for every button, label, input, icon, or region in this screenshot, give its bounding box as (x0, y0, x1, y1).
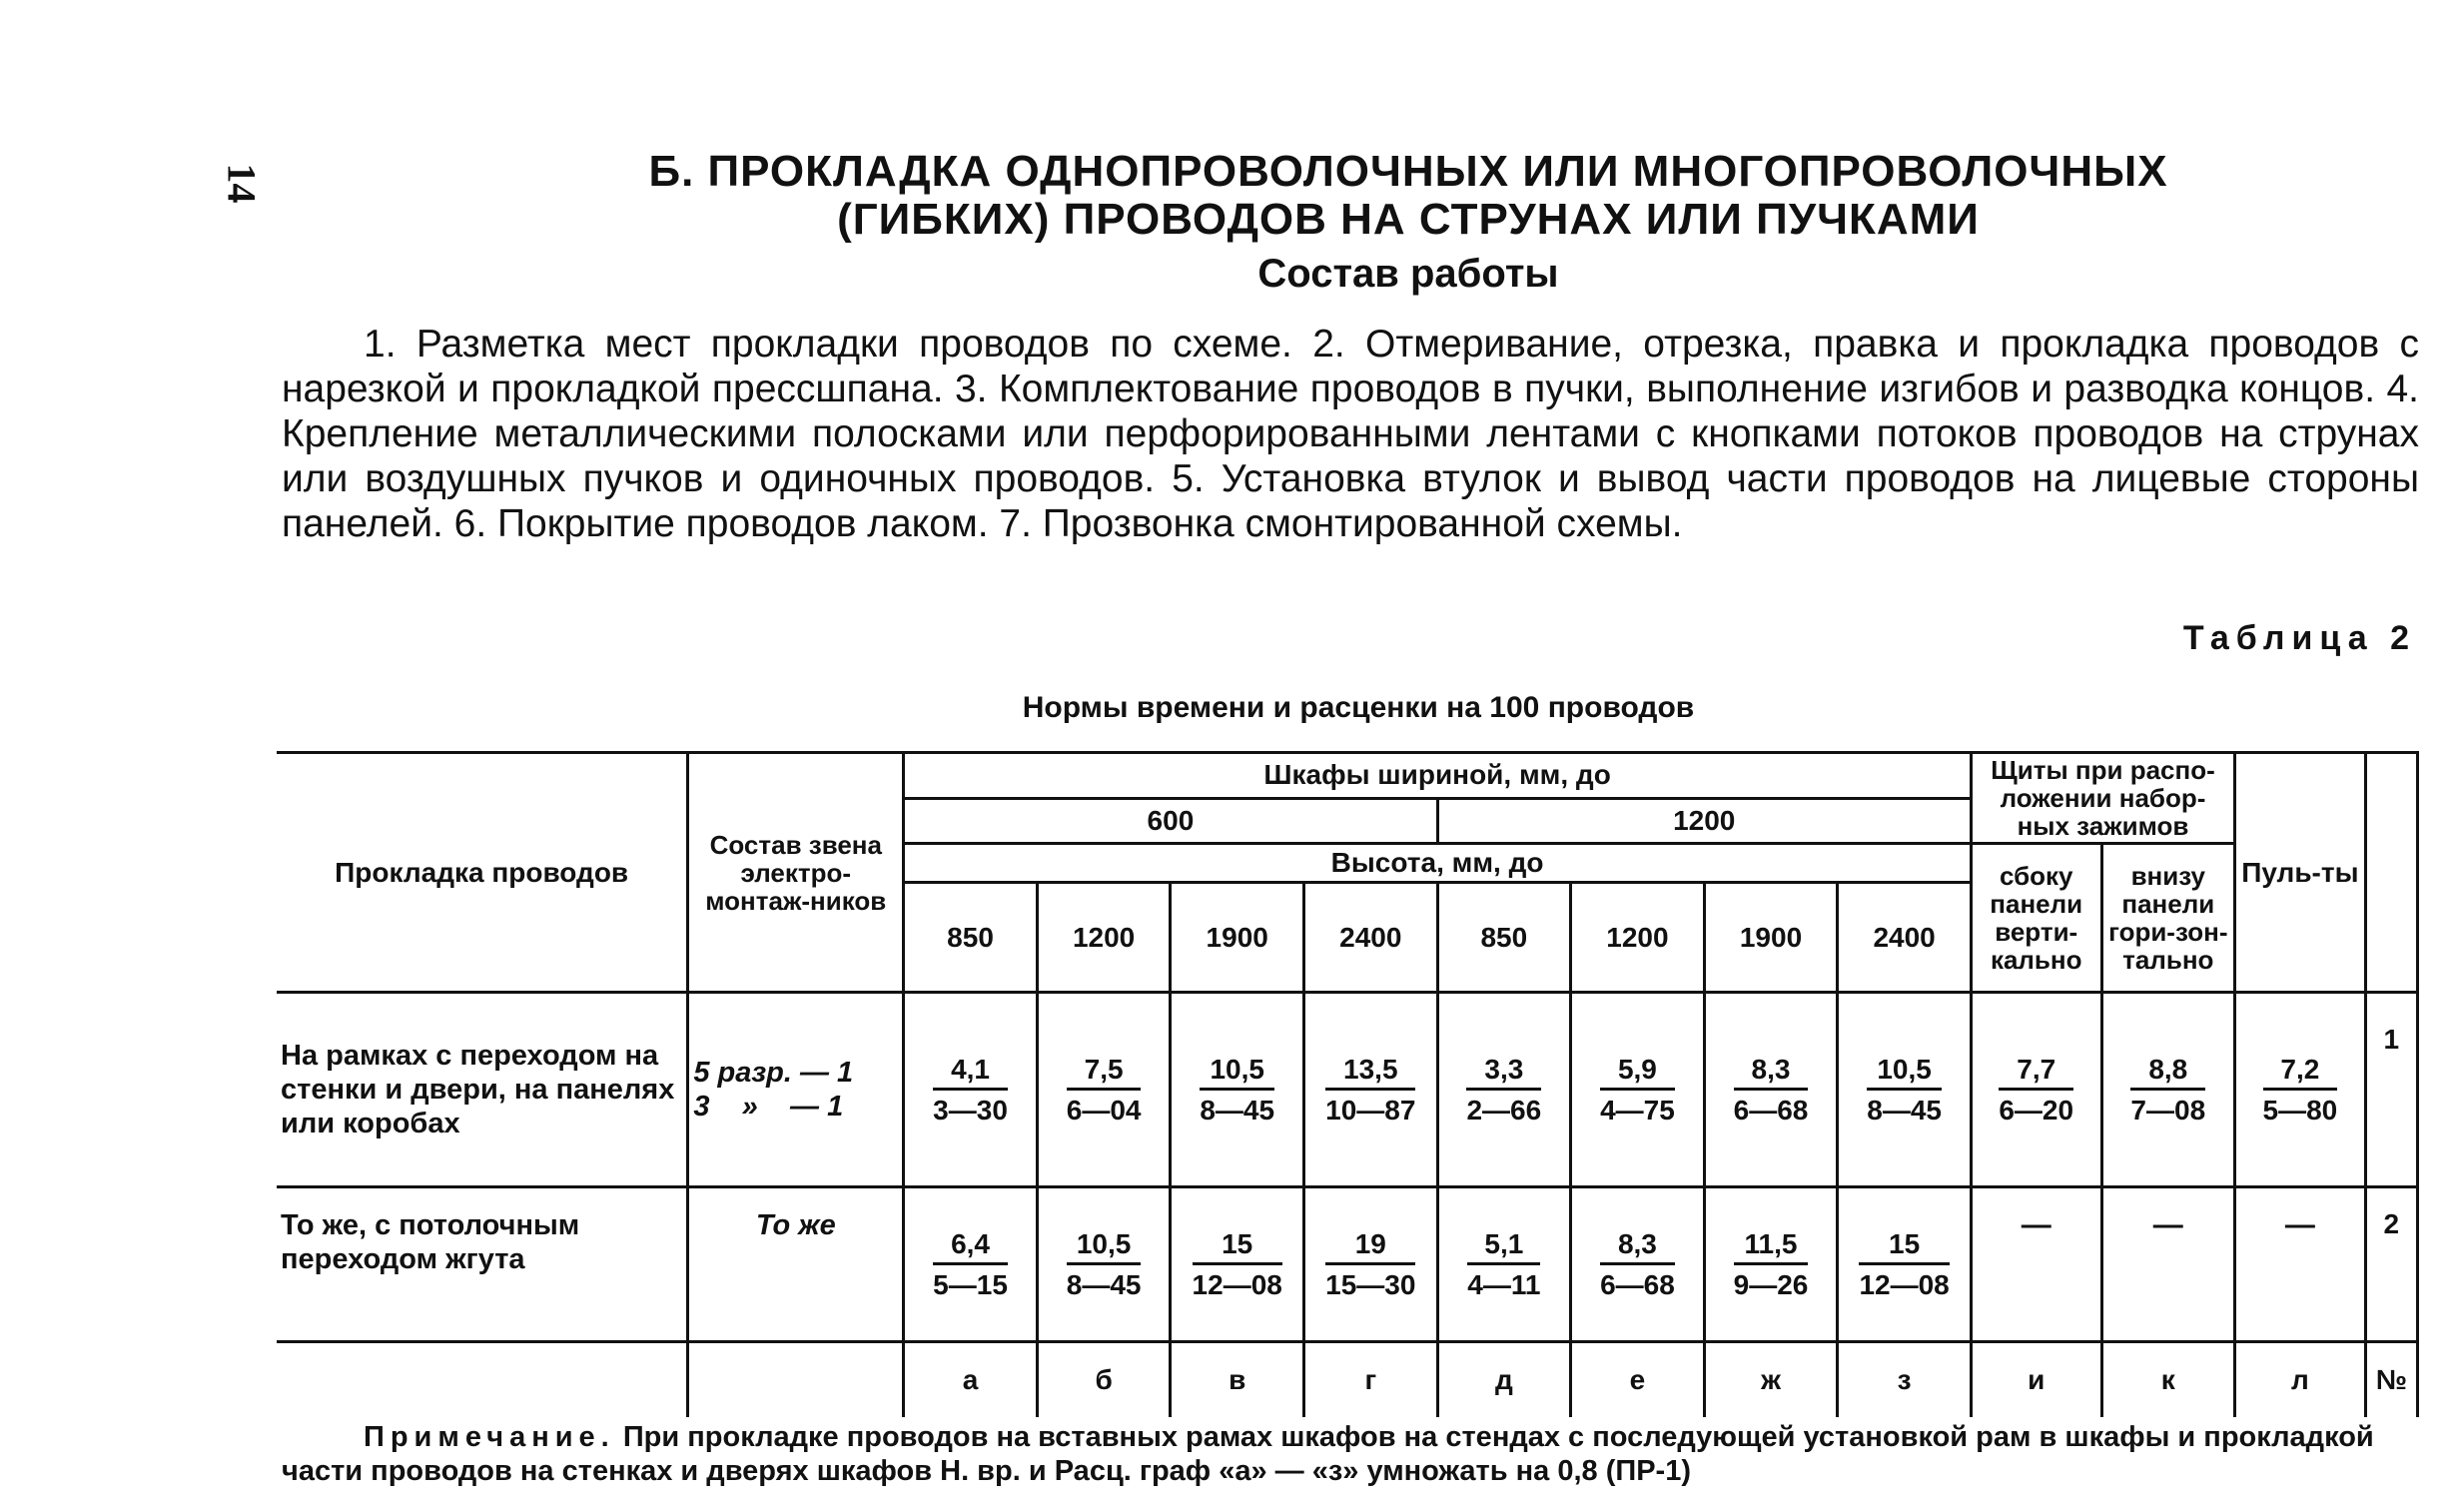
time-norm: 8,3 (1734, 1054, 1809, 1091)
value-cell (1037, 993, 1171, 1187)
height-cell: 2400 (1303, 883, 1437, 993)
time-norm: 15 (1859, 1228, 1949, 1265)
table-note (282, 1420, 2419, 1488)
empty-cell (688, 1342, 904, 1418)
column-letter: ж (1704, 1342, 1838, 1418)
value-cell (1171, 993, 1304, 1187)
crew-cell (688, 993, 904, 1187)
rate: 6—68 (1733, 1094, 1809, 1126)
rate: 15—30 (1325, 1268, 1416, 1300)
column-letter: д (1437, 1342, 1571, 1418)
rate: 6—68 (1600, 1268, 1675, 1300)
header-cabinets: Шкафы шириной, мм, до (904, 753, 1972, 799)
rate: 8—45 (1066, 1268, 1142, 1300)
time-norm: 7,5 (1067, 1054, 1142, 1091)
column-letter: в (1171, 1342, 1304, 1418)
header-crew: Состав звена электро-монтаж-ников (688, 753, 904, 993)
column-letter: а (904, 1342, 1038, 1418)
time-norm: 4,1 (933, 1054, 1008, 1091)
value-cell (904, 1187, 1038, 1342)
column-letter: з (1838, 1342, 1972, 1418)
rate: 6—04 (1066, 1094, 1142, 1126)
rate: 3—30 (933, 1094, 1008, 1126)
rate: 4—75 (1600, 1094, 1675, 1126)
value-cell (1838, 1187, 1972, 1342)
column-letter: г (1303, 1342, 1437, 1418)
column-letter: е (1571, 1342, 1705, 1418)
crew-cell (688, 1187, 904, 1342)
row-label: На рамках с переходом на стенки и двери, на панелях или коробах (277, 993, 688, 1187)
value-cell (1571, 1187, 1705, 1342)
table-label: Таблица 2 (2182, 619, 2416, 657)
value-cell (1571, 993, 1705, 1187)
header-width-600: 600 (904, 798, 1437, 844)
work-composition-heading: Состав работы (1257, 252, 1559, 296)
value-cell (2101, 993, 2235, 1187)
rate: 12—08 (1192, 1268, 1282, 1300)
rate: 10—87 (1325, 1094, 1416, 1126)
page-number: 14 (219, 163, 265, 204)
crew-line: То же (755, 1209, 836, 1241)
time-norm: 6,4 (933, 1228, 1008, 1265)
header-laying: Прокладка проводов (277, 753, 688, 993)
height-cell: 1200 (1571, 883, 1705, 993)
value-cell (1303, 993, 1437, 1187)
time-norm: 8,8 (2130, 1054, 2205, 1091)
time-norm: 7,2 (2263, 1054, 2338, 1091)
rate: 4—11 (1467, 1268, 1541, 1300)
section-title (599, 148, 2217, 244)
value-cell (1704, 993, 1838, 1187)
value-cell (1437, 1187, 1571, 1342)
time-norm: 13,5 (1325, 1054, 1415, 1091)
header-consoles: Пуль-ты (2235, 753, 2366, 993)
height-cell: 1900 (1704, 883, 1838, 993)
crew-line: 3 » — 1 (693, 1091, 844, 1123)
header-side-vertical: сбоку панели верти-кально (1971, 844, 2101, 993)
value-cell (1971, 993, 2101, 1187)
rate: 5—15 (933, 1268, 1008, 1300)
value-cell (1303, 1187, 1437, 1342)
rate: 5—80 (2262, 1094, 2338, 1126)
time-norm: 10,5 (1867, 1054, 1942, 1091)
row-number: 1 (2365, 993, 2417, 1187)
table-caption: Нормы времени и расценки на 100 проводов (1022, 691, 1695, 724)
value-cell (1437, 993, 1571, 1187)
column-letter: и (1971, 1342, 2101, 1418)
section-title-line-2: (ГИБКИХ) ПРОВОДОВ НА СТРУНАХ ИЛИ ПУЧКАМИ (837, 195, 1980, 244)
work-composition-text: 1. Разметка мест прокладки проводов по схеме. 2. Отмеривание, отрезка, правка и прокладка проводов с нарезкой и прокладкой прессшпана. 3. Комплектование проводов в пучки, выполнение изгибов и разводка концов. 4. Крепление металлическими полосками или перфорированными лентами с кнопками потоков проводов на струнах или воздушных пучков и одиночных проводов. 5. Установка втулок и вывод части проводов на лицевые стороны панелей. 6. Покрытие проводов лаком. 7. Прозвонка смонтированной схемы. (282, 323, 2419, 545)
rate: 8—45 (1200, 1094, 1275, 1126)
rate: 2—66 (1466, 1094, 1542, 1126)
value-cell (1037, 1187, 1171, 1342)
header-panels: Щиты при распо-ложении набор-ных зажимов (1971, 753, 2234, 844)
time-norm: 15 (1193, 1228, 1282, 1265)
column-letter: л (2235, 1342, 2366, 1418)
header-width-1200: 1200 (1437, 798, 1971, 844)
table-row (277, 1187, 2418, 1342)
time-norm: 19 (1325, 1228, 1415, 1265)
time-norm: 10,5 (1200, 1054, 1274, 1091)
column-letter: к (2101, 1342, 2235, 1418)
header-number-column (2365, 753, 2417, 993)
rate: 8—45 (1867, 1094, 1942, 1126)
height-cell: 850 (1437, 883, 1571, 993)
note-text: При прокладке проводов на вставных рамах шкафов на стендах с последующей установкой рам в шкафы и прокладкой части проводов на стенках и дверях шкафов Н. вр. и Расц. граф «а» — «з» умножать на 0,8 (ПР-1) (282, 1421, 2374, 1487)
header-bottom-horizontal: внизу панели гори-зон-тально (2101, 844, 2235, 993)
note-prefix: Примечание. (364, 1421, 615, 1453)
height-cell: 2400 (1838, 883, 1972, 993)
column-letter: б (1037, 1342, 1171, 1418)
value-cell (2235, 993, 2366, 1187)
value-cell (1171, 1187, 1304, 1342)
time-norm: 8,3 (1600, 1228, 1675, 1265)
header-height: Высота, мм, до (904, 844, 1972, 883)
empty-cell (277, 1342, 688, 1418)
height-cell: 1900 (1171, 883, 1304, 993)
row-number: 2 (2365, 1187, 2417, 1342)
rate: 7—08 (2130, 1094, 2206, 1126)
height-cell: 1200 (1037, 883, 1171, 993)
value-cell (1704, 1187, 1838, 1342)
time-norm: 5,9 (1600, 1054, 1675, 1091)
section-title-line-1: Б. ПРОКЛАДКА ОДНОПРОВОЛОЧНЫХ ИЛИ МНОГОПРОВОЛОЧНЫХ (648, 147, 2168, 196)
time-norm: 11,5 (1734, 1228, 1809, 1265)
empty-value-dash: — (1971, 1187, 2101, 1342)
height-cell: 850 (904, 883, 1038, 993)
time-norm: 3,3 (1466, 1054, 1541, 1091)
crew-line: 5 разр. — 1 (693, 1057, 854, 1089)
empty-value-dash: — (2235, 1187, 2366, 1342)
value-cell (1838, 993, 1972, 1187)
column-letter-row (277, 1342, 2418, 1418)
time-norm: 10,5 (1067, 1228, 1142, 1265)
norms-table (277, 751, 2419, 1417)
value-cell (904, 993, 1038, 1187)
number-sign: № (2365, 1342, 2417, 1418)
rate: 6—20 (1999, 1094, 2074, 1126)
time-norm: 7,7 (1999, 1054, 2073, 1091)
rate: 12—08 (1859, 1268, 1950, 1300)
rate: 9—26 (1733, 1268, 1809, 1300)
table-row (277, 993, 2418, 1187)
row-label: То же, с потолочным переходом жгута (277, 1187, 688, 1342)
empty-value-dash: — (2101, 1187, 2235, 1342)
time-norm: 5,1 (1467, 1228, 1540, 1265)
